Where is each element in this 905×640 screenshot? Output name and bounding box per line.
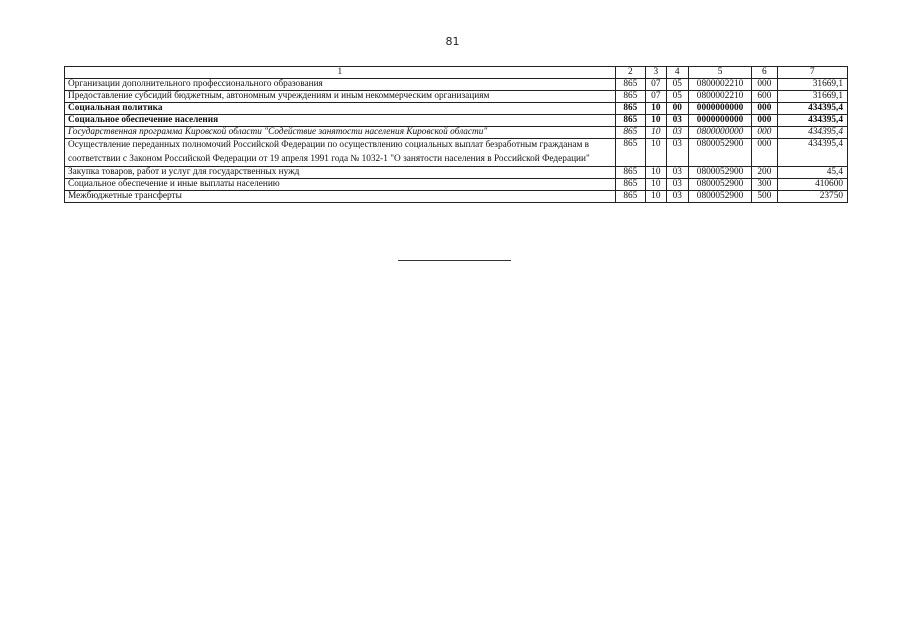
row-code-5: 0800002210: [688, 79, 751, 91]
row-name: Межбюджетные трансферты: [65, 191, 616, 203]
row-amount: 31669,1: [777, 79, 847, 91]
row-name: Осуществление переданных полномочий Российской Федерации по осуществлению социальных выплат безработным гражданам в соответствии с Законом Российской Федерации от 19 апреля 1991 года № 1032-1 "О занятости населения в Российской Федерации": [65, 139, 616, 167]
row-code-5: 0800052900: [688, 179, 751, 191]
row-code-2: 865: [615, 103, 646, 115]
table-row: [65, 79, 848, 91]
row-amount: 23750: [777, 191, 847, 203]
row-name: Закупка товаров, работ и услуг для государственных нужд: [65, 167, 616, 179]
row-name: Социальное обеспечение и иные выплаты населению: [65, 179, 616, 191]
row-code-3: 10: [646, 127, 666, 139]
table-row: [65, 91, 848, 103]
row-name: Предоставление субсидий бюджетным, автономным учреждениям и иным некоммерческим организациям: [65, 91, 616, 103]
row-code-2: 865: [615, 179, 646, 191]
row-code-2: 865: [615, 191, 646, 203]
row-amount: 434395,4: [777, 139, 847, 167]
row-code-2: 865: [615, 139, 646, 167]
page-number: 81: [445, 35, 460, 48]
row-code-4: 05: [666, 79, 688, 91]
row-code-6: 600: [752, 91, 777, 103]
row-code-6: 300: [752, 179, 777, 191]
row-code-4: 03: [666, 139, 688, 167]
row-code-5: 0800000000: [688, 127, 751, 139]
row-code-2: 865: [615, 167, 646, 179]
row-amount: 410600: [777, 179, 847, 191]
header-col-5: 5: [688, 67, 751, 79]
budget-table: [64, 66, 848, 203]
row-amount: 31669,1: [777, 91, 847, 103]
row-code-3: 10: [646, 167, 666, 179]
row-code-5: 0800052900: [688, 167, 751, 179]
table-row: [65, 127, 848, 139]
row-amount: 45,4: [777, 167, 847, 179]
row-code-4: 00: [666, 103, 688, 115]
row-code-6: 000: [752, 127, 777, 139]
header-col-1: 1: [65, 67, 616, 79]
header-col-3: 3: [646, 67, 666, 79]
table-row: [65, 139, 848, 167]
row-code-6: 000: [752, 139, 777, 167]
table-header-row: [65, 67, 848, 79]
row-code-5: 0800052900: [688, 191, 751, 203]
row-code-4: 03: [666, 179, 688, 191]
row-code-2: 865: [615, 115, 646, 127]
row-code-5: 0800052900: [688, 139, 751, 167]
table-row: [65, 167, 848, 179]
row-code-6: 000: [752, 115, 777, 127]
header-col-6: 6: [752, 67, 777, 79]
row-name: Социальное обеспечение населения: [65, 115, 616, 127]
row-code-5: 0800002210: [688, 91, 751, 103]
header-col-4: 4: [666, 67, 688, 79]
row-amount: 434395,4: [777, 115, 847, 127]
table-row: [65, 103, 848, 115]
row-code-2: 865: [615, 79, 646, 91]
row-code-3: 10: [646, 139, 666, 167]
row-code-4: 03: [666, 127, 688, 139]
row-code-3: 10: [646, 191, 666, 203]
table-row: [65, 115, 848, 127]
row-code-2: 865: [615, 127, 646, 139]
row-code-3: 10: [646, 115, 666, 127]
row-code-5: 0000000000: [688, 115, 751, 127]
row-code-5: 0000000000: [688, 103, 751, 115]
row-code-4: 03: [666, 115, 688, 127]
table-row: [65, 191, 848, 203]
row-amount: 434395,4: [777, 103, 847, 115]
header-col-7: 7: [777, 67, 847, 79]
table-row: [65, 179, 848, 191]
row-code-3: 07: [646, 79, 666, 91]
row-name: Государственная программа Кировской области "Содействие занятости населения Кировской области": [65, 127, 616, 139]
row-code-4: 03: [666, 191, 688, 203]
row-code-3: 10: [646, 179, 666, 191]
row-name: Социальная политика: [65, 103, 616, 115]
row-code-6: 200: [752, 167, 777, 179]
row-code-6: 000: [752, 103, 777, 115]
header-col-2: 2: [615, 67, 646, 79]
row-code-6: 500: [752, 191, 777, 203]
row-code-4: 03: [666, 167, 688, 179]
row-code-6: 000: [752, 79, 777, 91]
row-code-4: 05: [666, 91, 688, 103]
row-code-3: 10: [646, 103, 666, 115]
row-code-2: 865: [615, 91, 646, 103]
end-of-section-rule: [398, 260, 511, 261]
row-amount: 434395,4: [777, 127, 847, 139]
row-name: Организации дополнительного профессионального образования: [65, 79, 616, 91]
row-code-3: 07: [646, 91, 666, 103]
